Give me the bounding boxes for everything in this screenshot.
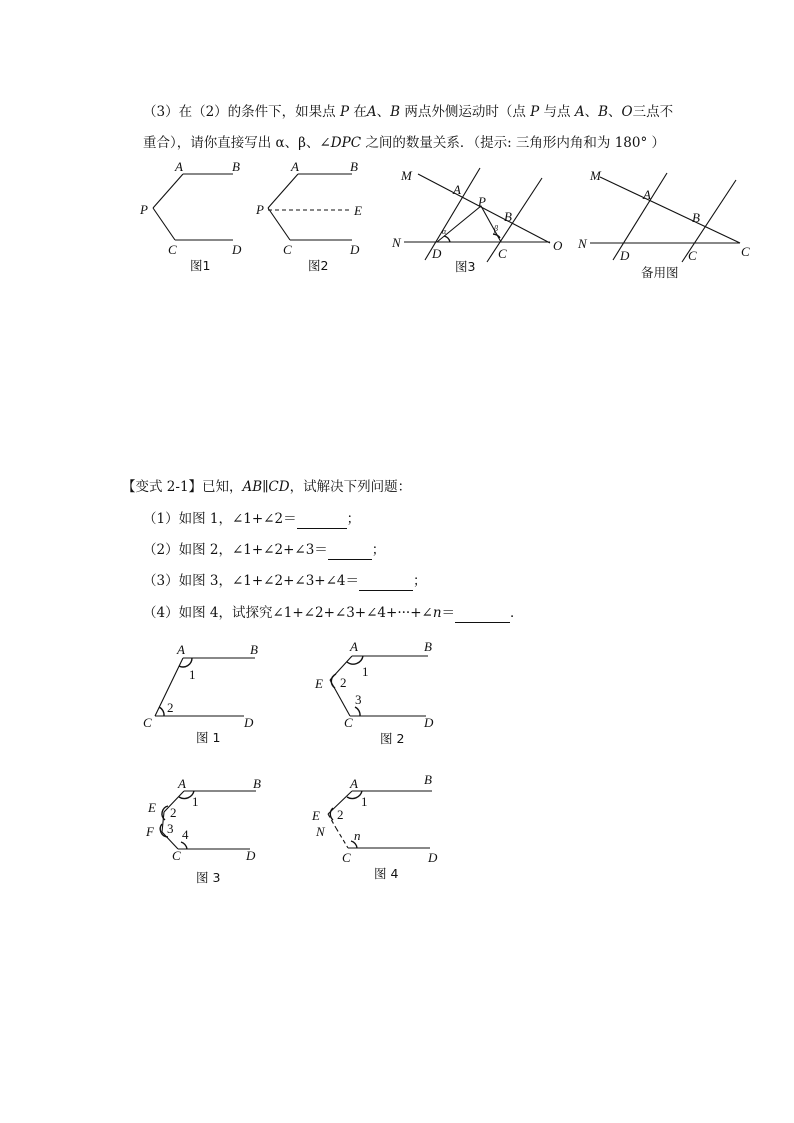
label-N: N [392,235,401,250]
label-C: C [172,848,181,863]
label-F: F [146,824,154,839]
angle-2: 2 [167,700,174,715]
angle-arc [181,842,187,849]
caption-fig1: 图1 [190,258,211,273]
label-C: C [342,850,351,865]
label-A: A [177,642,185,657]
angle-arc [159,707,164,716]
label-B: B [504,209,512,224]
angle-1: 1 [189,667,196,682]
caption-fig2: 图2 [308,258,329,273]
label-D: D [232,242,242,257]
label-N: N [578,236,587,251]
angle-3: 3 [167,821,174,836]
label-E: E [315,676,323,691]
label-C: C [168,242,177,257]
variant-title-line: 【变式 2-1】已知，AB∥CD，试解决下列问题： [122,479,412,495]
question-3: （3）如图 3，∠1+∠2+∠3+∠4＝ ； [143,573,427,589]
label-C: C [688,248,697,263]
bottom-figure-4 [311,772,438,881]
angle-1: 1 [362,664,369,679]
variant-title: 【变式 2-1】 [122,479,203,495]
label-D: D [432,246,442,261]
label-B: B [424,639,432,654]
bottom-figure-2 [314,639,434,746]
label-M: M [401,168,412,183]
label-P: P [140,202,148,217]
caption-fig4: 备用图 [641,265,679,280]
label-C: C [344,715,353,730]
label-D: D [350,242,360,257]
label-D: D [428,850,438,865]
label-C: C [498,246,507,261]
label-E: E [148,800,156,815]
angle-1: 1 [192,794,199,809]
angle-2: 2 [340,675,347,690]
angle-3: 3 [355,692,362,707]
label-M: M [590,168,601,183]
label-D: D [620,248,630,263]
label-A: A [291,159,299,174]
figure-segment [336,828,348,848]
angle-n: n [354,828,361,843]
angle-arc [347,791,362,799]
problem3-line2: 重合），请你直接写出 α、β、∠DPC 之间的数量关系．（提示: 三角形内角和为 180° ） [143,135,666,151]
label-A: A [175,159,183,174]
label-B: B [250,642,258,657]
question-2: （2）如图 2，∠1+∠2+∠3＝ ； [143,542,386,558]
label-N: N [316,824,325,839]
problem3-line1: （3）在（2）的条件下，如果点 P 在A、B 两点外侧运动时（点 P 与点 A、B、O三点不 [143,104,674,120]
bottom-figure-3 [145,776,261,885]
caption-fig3: 图3 [455,259,476,274]
figure-segment [328,814,336,828]
label-C: C [283,242,292,257]
caption-f4: 图 4 [374,866,399,881]
angle-2: 2 [337,807,344,822]
angle-arc [347,656,363,664]
bottom-figure-1 [143,642,258,745]
label-P: P [478,194,486,209]
label-A: A [350,639,358,654]
label-E: E [354,203,362,218]
label-E: E [312,808,320,823]
label-B: B [692,210,700,225]
label-A: A [643,187,651,202]
label-A: A [178,776,186,791]
angle-2: 2 [170,805,177,820]
label-O: C [741,244,750,259]
label-A: A [350,776,358,791]
question-4: （4）如图 4，试探究∠1+∠2+∠3+∠4+···+∠n＝ ． [143,605,524,621]
label-D: D [244,715,254,730]
label-B: B [253,776,261,791]
label-B: B [350,159,358,174]
angle-arc [355,707,360,716]
label-P: P [256,202,264,217]
label-D: D [424,715,434,730]
label-beta: β [494,224,498,233]
label-A: A [453,182,461,197]
label-alpha: α [442,227,447,236]
label-B: B [424,772,432,787]
angle-1: 1 [361,794,368,809]
label-D: D [246,848,256,863]
label-C: C [143,715,152,730]
caption-f3: 图 3 [196,870,221,885]
label-O: O [553,238,563,253]
label-B: B [232,159,240,174]
question-1: （1）如图 1，∠1+∠2＝ ； [143,511,361,527]
caption-f1: 图 1 [196,730,221,745]
angle-4: 4 [182,827,189,842]
caption-f2: 图 2 [380,731,405,746]
